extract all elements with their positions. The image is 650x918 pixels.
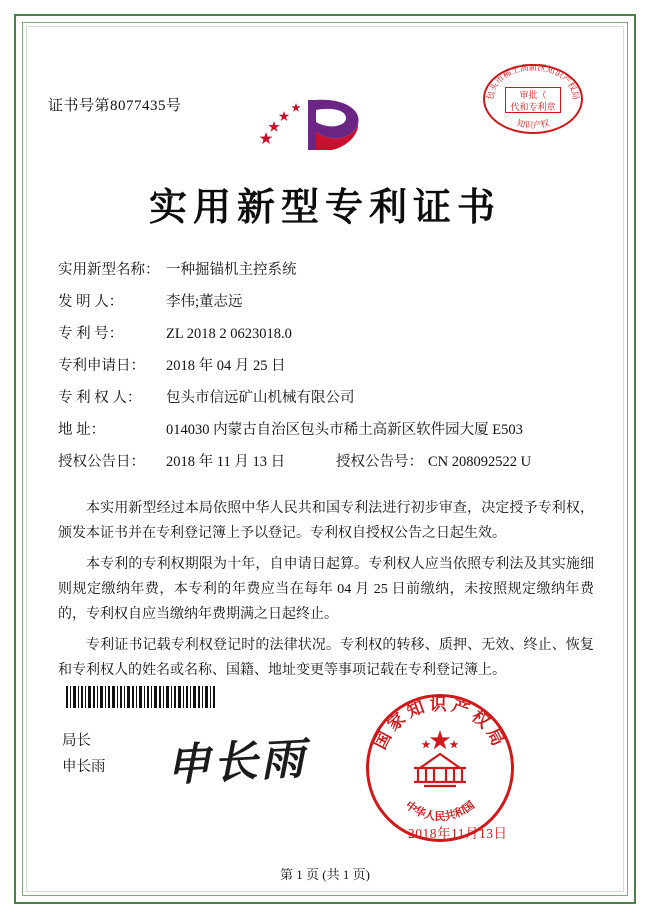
stamp-top-line1: 审批（ bbox=[519, 90, 547, 100]
field-value-inventor: 李伟;董志远 bbox=[166, 294, 243, 310]
field-label-utility-model-name: 实用新型名称： bbox=[58, 262, 160, 278]
cnipa-logo bbox=[258, 88, 374, 158]
field-value-application-date: 2018 年 04 月 25 日 bbox=[166, 358, 286, 374]
barcode bbox=[66, 686, 218, 708]
svg-text:包头市稀土高新区知识产权局: 包头市稀土高新区知识产权局 bbox=[485, 64, 581, 101]
director-label: 局长 bbox=[62, 733, 91, 749]
svg-text:知识产权: 知识产权 bbox=[515, 118, 551, 132]
national-emblem-icon bbox=[400, 724, 480, 804]
field-value-address: 014030 内蒙古自治区包头市稀土高新区软件园大厦 E503 bbox=[166, 422, 523, 438]
certificate-content bbox=[36, 36, 614, 882]
legal-text-block bbox=[58, 496, 594, 689]
field-label-grant-date: 授权公告日： bbox=[58, 454, 145, 470]
field-row-address bbox=[58, 418, 598, 450]
stamp-top-inner-box bbox=[505, 87, 561, 113]
stamp-top-right bbox=[483, 64, 585, 136]
handwritten-signature: 申长雨 bbox=[164, 733, 309, 792]
field-label-patentee: 专 利 权 人： bbox=[58, 390, 142, 406]
field-value-grant-date: 2018 年 11 月 13 日 bbox=[166, 454, 286, 470]
field-label-application-date: 专利申请日： bbox=[58, 358, 145, 374]
signature-block bbox=[62, 728, 106, 780]
field-label-patent-number: 专 利 号： bbox=[58, 326, 124, 342]
field-value-patent-number: ZL 2018 2 0623018.0 bbox=[166, 326, 292, 342]
svg-text:国家知识产权局: 国家知识产权局 bbox=[370, 695, 510, 753]
field-label-grant-number: 授权公告号： bbox=[336, 454, 423, 470]
field-row-application-date bbox=[58, 354, 598, 386]
director-name: 申长雨 bbox=[62, 759, 106, 775]
paragraph-1: 本实用新型经过本局依照中华人民共和国专利法进行初步审查，决定授予专利权，颁发本证书并在专利登记簿上予以登记。专利权自授权公告之日起生效。 bbox=[58, 501, 594, 541]
field-value-utility-model-name: 一种掘锚机主控系统 bbox=[166, 262, 297, 278]
field-label-address: 地 址： bbox=[58, 422, 106, 438]
paragraph-3: 专利证书记载专利权登记时的法律状况。专利权的转移、质押、无效、终止、恢复和专利权人的姓名或名称、国籍、地址变更等事项记载在专利登记簿上。 bbox=[58, 638, 594, 678]
field-label-inventor: 发 明 人： bbox=[58, 294, 124, 310]
grant-announcement-group bbox=[336, 450, 531, 471]
paragraph-2: 本专利的专利权期限为十年，自申请日起算。专利权人应当依照专利法及其实施细则规定缴纳年费，本专利的年费应当在每年 04 月 25 日前缴纳，未按照规定缴纳年费的，专利权自应当缴纳年费期满之日起终止。 bbox=[58, 557, 594, 622]
field-list bbox=[58, 258, 598, 482]
stamp-date: 2018年11月13日 bbox=[408, 826, 508, 841]
field-row-patent-number bbox=[58, 322, 598, 354]
certificate-number: 证书号第8077435号 bbox=[48, 98, 182, 114]
field-row-inventor bbox=[58, 290, 598, 322]
stamp-top-line2: 代和专利章 bbox=[510, 102, 556, 112]
document-title: 实用新型专利证书 bbox=[148, 184, 501, 229]
field-value-grant-number: CN 208092522 U bbox=[428, 454, 532, 470]
svg-text:中华人民共和国: 中华人民共和国 bbox=[402, 798, 478, 823]
field-value-patentee: 包头市信远矿山机械有限公司 bbox=[166, 390, 355, 406]
page-footer: 第 1 页 (共 1 页) bbox=[280, 867, 370, 882]
field-row-patentee bbox=[58, 386, 598, 418]
field-row-grant bbox=[58, 450, 598, 482]
field-row-name bbox=[58, 258, 598, 290]
